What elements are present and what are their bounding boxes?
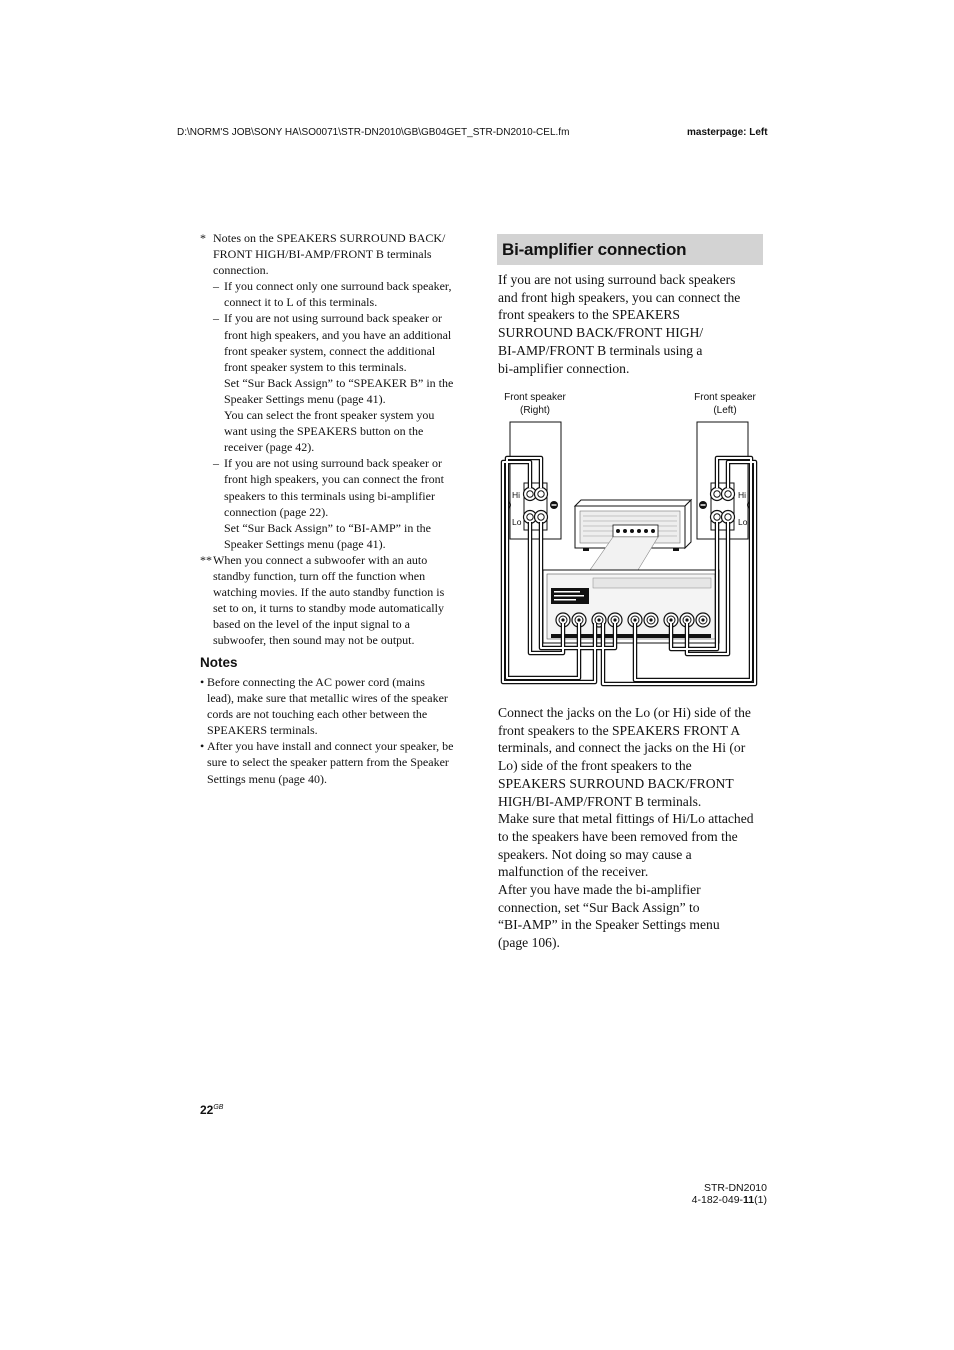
text-line: speakers to this terminals using bi-amplifier — [224, 488, 435, 503]
bullet-mark: • — [200, 739, 205, 754]
text-line: lead), make sure that metallic wires of the speaker — [207, 691, 448, 706]
text-line: If you are not using surround back speaker or — [224, 456, 442, 471]
double-star-mark: ** — [200, 552, 212, 567]
part-code-prefix: 4-182-049- — [691, 1194, 744, 1206]
bullet-mark: • — [200, 675, 205, 689]
text-line: based on the level of the input signal to a — [213, 617, 410, 632]
text-line: front speakers to the SPEAKERS FRONT A — [498, 722, 741, 738]
text-line: front speaker system, connect the additional — [224, 343, 436, 358]
text-line: (page 106). — [498, 935, 560, 951]
section-title: Bi-amplifier connection — [497, 234, 763, 265]
page-number-value: 22 — [200, 1103, 214, 1117]
intro-paragraph — [498, 271, 768, 377]
notes-heading: Notes — [200, 655, 238, 670]
page-number-suffix: GB — [213, 1104, 224, 1111]
part-code-bold: 11 — [743, 1194, 755, 1206]
text-line: to the speakers have been removed from the — [498, 828, 738, 844]
text-line: receiver (page 42). — [224, 440, 315, 455]
text-line: connect it to L of this terminals. — [224, 295, 378, 310]
text-line: set to on, it turns to standby mode automatically — [213, 601, 444, 616]
lo-label-right: Lo — [512, 517, 522, 527]
text-line: front speaker system to this terminals. — [224, 359, 407, 374]
text-line: BI-AMP/FRONT B terminals using a — [498, 342, 703, 358]
text-line: Front speaker — [694, 392, 756, 403]
text-line: subwoofer, then sound may not be output. — [213, 633, 415, 648]
text-line: SPEAKERS SURROUND BACK/FRONT — [498, 775, 734, 791]
text-line: Settings menu (page 40). — [207, 771, 327, 786]
file-path-header: D:\NORM'S JOB\SONY HA\SO0071\STR-DN2010\GB\GB04GET_STR-DN2010-CEL.fm — [177, 127, 570, 138]
bi-amp-wiring-diagram — [495, 418, 767, 690]
text-line: Set “Sur Back Assign” to “BI-AMP” in the — [224, 520, 431, 535]
text-line: connection, set “Sur Back Assign” to — [498, 899, 700, 915]
text-line: If you are not using surround back speakers — [498, 272, 736, 287]
text-line: After you have made the bi-amplifier — [498, 882, 701, 898]
star-note-lines — [213, 230, 473, 278]
hi-label-left: Hi — [738, 490, 747, 500]
label-front-speaker-left — [685, 391, 765, 417]
text-line: Speaker Settings menu (page 41). — [224, 391, 386, 406]
text-line: terminals, and connect the jacks on the Hi (or — [498, 740, 746, 756]
dash-mark: – — [213, 311, 219, 326]
text-line: standby function, turn off the function when — [213, 568, 426, 583]
footer-model-code — [640, 1182, 767, 1206]
masterpage-header: masterpage: Left — [687, 127, 768, 138]
text-line: front high speakers, you can connect the front — [224, 472, 444, 487]
text-line: Connect the jacks on the Lo (or Hi) side of the — [498, 705, 751, 720]
text-line: (Right) — [519, 405, 550, 416]
dash-item-2 — [213, 310, 473, 455]
text-line: “BI-AMP” in the Speaker Settings menu — [498, 917, 720, 933]
text-line: You can select the front speaker system you — [224, 408, 435, 423]
text-line: If you are not using surround back speaker or — [224, 311, 442, 326]
text-line: connection. — [213, 263, 269, 278]
text-line: sure to select the speaker pattern from the Speaker — [207, 755, 449, 770]
part-code-suffix: (1) — [754, 1194, 767, 1206]
text-line: front speakers to the SPEAKERS — [498, 307, 680, 323]
dash-mark: – — [213, 456, 219, 471]
text-line: bi-amplifier connection. — [498, 360, 630, 376]
text-line: SPEAKERS terminals. — [207, 723, 318, 738]
hi-label-right: Hi — [512, 490, 521, 500]
text-line: Front speaker — [504, 392, 566, 403]
model-number: STR-DN2010 — [703, 1182, 767, 1194]
text-line: cords are not touching each other between the — [207, 707, 428, 722]
double-star-note — [200, 552, 473, 649]
dash-3-lines — [224, 455, 473, 552]
note-bullet-1 — [200, 674, 469, 738]
page-number — [200, 1103, 223, 1117]
text-line: watching movies. If the auto standby function is — [213, 585, 445, 600]
text-line: FRONT HIGH/BI-AMP/FRONT B terminals — [213, 247, 432, 262]
star-note — [200, 230, 473, 278]
notes-list — [200, 674, 469, 787]
dash-1-lines — [224, 278, 473, 310]
dash-item-1 — [213, 278, 473, 310]
text-line: Make sure that metal fittings of Hi/Lo attached — [498, 811, 754, 827]
bullet-2-lines — [207, 738, 469, 786]
star-mark: * — [200, 231, 206, 245]
text-line: Set “Sur Back Assign” to “SPEAKER B” in the — [224, 375, 454, 390]
left-column — [200, 230, 473, 648]
dash-mark: – — [213, 279, 219, 294]
text-line: speakers. Not doing so may cause a — [498, 846, 692, 862]
text-line: If you connect only one surround back speaker, — [224, 279, 452, 294]
text-line: Lo) side of the front speakers to the — [498, 758, 692, 774]
text-line: and front high speakers, you can connect the — [498, 289, 741, 305]
text-line: malfunction of the receiver. — [498, 864, 649, 880]
dash-item-3 — [213, 455, 473, 552]
text-line: want using the SPEAKERS button on the — [224, 424, 424, 439]
text-line: When you connect a subwoofer with an auto — [213, 552, 428, 567]
double-star-lines — [213, 552, 473, 649]
text-line: Before connecting the AC power cord (mains — [207, 675, 425, 689]
text-line: SURROUND BACK/FRONT HIGH/ — [498, 325, 704, 341]
dash-2-lines — [224, 310, 473, 455]
text-line: Speaker Settings menu (page 41). — [224, 536, 386, 551]
text-line: front high speakers, and you have an additional — [224, 327, 452, 342]
text-line: Notes on the SPEAKERS SURROUND BACK/ — [213, 231, 446, 245]
part-code — [640, 1194, 767, 1206]
body-paragraph — [498, 704, 773, 952]
text-line: After you have install and connect your speaker, be — [207, 739, 454, 754]
label-front-speaker-right — [495, 391, 575, 417]
text-line: (Left) — [713, 405, 737, 416]
terminal-panel-zoom — [543, 537, 719, 643]
lo-label-left: Lo — [738, 517, 748, 527]
text-line: HIGH/BI-AMP/FRONT B terminals. — [498, 793, 702, 809]
bullet-1-lines — [207, 674, 469, 738]
note-bullet-2 — [200, 738, 469, 786]
text-line: connection (page 22). — [224, 504, 329, 519]
